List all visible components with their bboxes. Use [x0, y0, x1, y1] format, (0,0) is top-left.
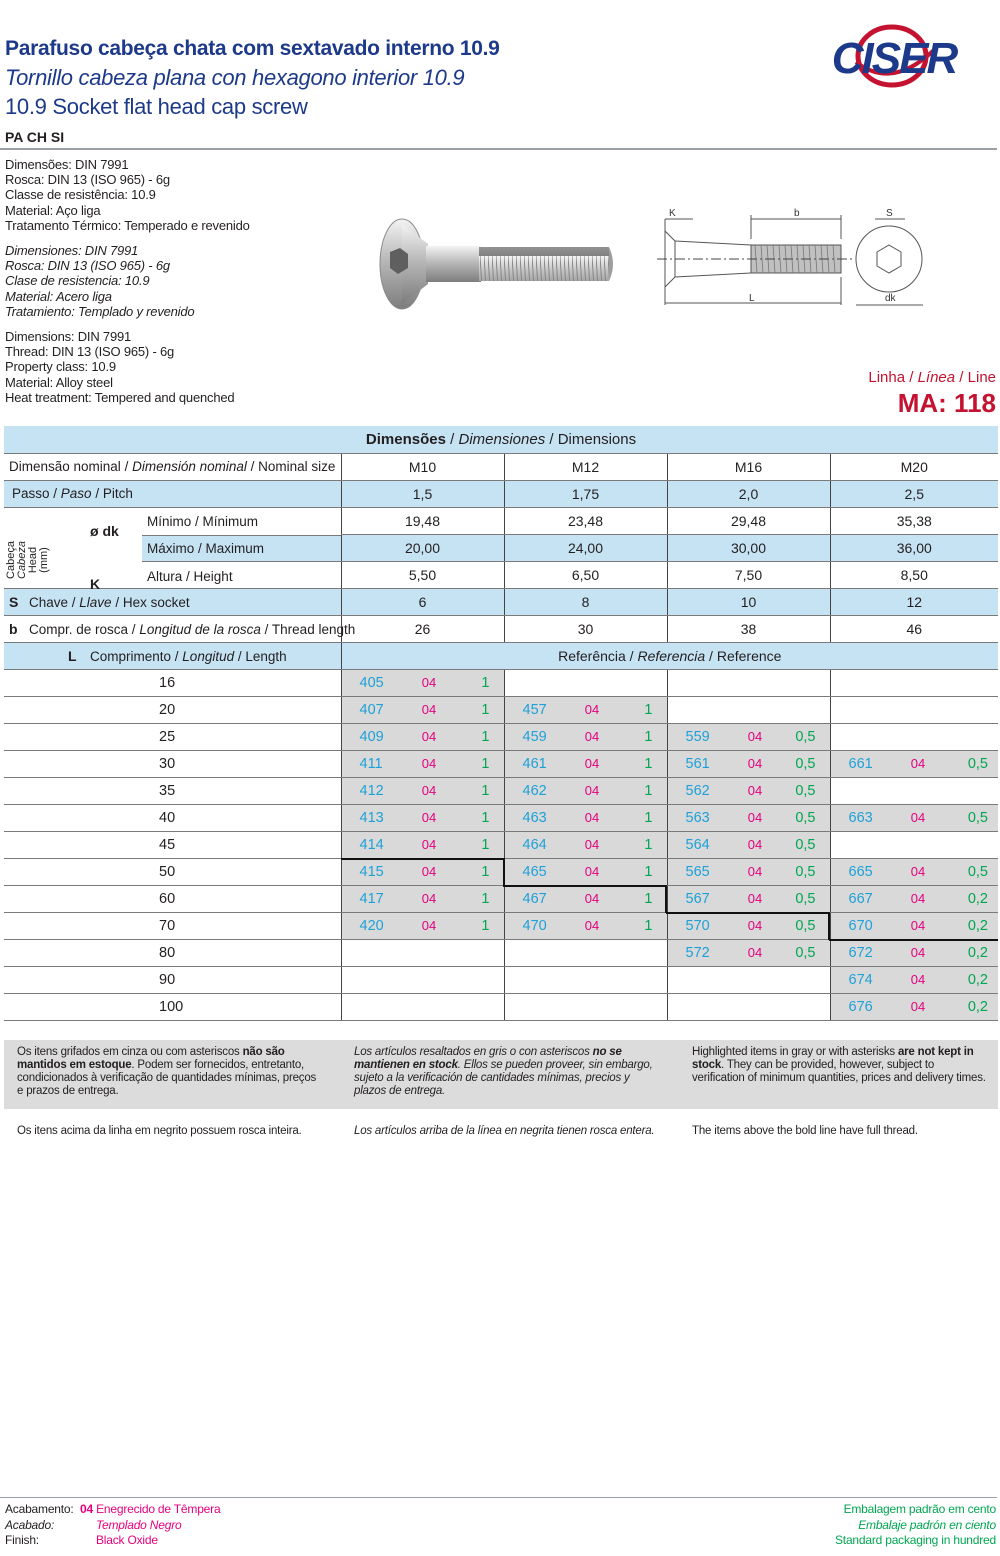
reference-code[interactable]: 411: [341, 750, 401, 777]
finish-code: [890, 696, 946, 723]
title-en: 10.9 Socket flat head cap screw: [5, 94, 308, 119]
finish-code: [564, 669, 620, 696]
finish-code[interactable]: 04: [727, 912, 783, 939]
finish-code[interactable]: 04: [401, 804, 457, 831]
table-row: [4, 669, 998, 696]
full-thread-line-m12: [503, 885, 666, 887]
thread-note-en: The items above the bold line have full thread.: [692, 1125, 918, 1137]
finish-code: [401, 939, 457, 966]
finish-code: [890, 723, 946, 750]
package-qty[interactable]: 1: [457, 669, 504, 696]
stock-note-es: Los artículos resaltados en gris o con asteriscos no se mantienen en stock. Ellos se pueden proveer, sin embargo, sujeto a la verificación de cantidades mínimas, precios y plazos de entrega.: [354, 1046, 653, 1097]
spec-line: Heat treatment: Tempered and quenched: [5, 389, 235, 405]
package-qty[interactable]: 0,5: [946, 750, 998, 777]
k-symbol: K: [90, 575, 101, 592]
package-qty[interactable]: 1: [620, 858, 667, 885]
finish-code: [727, 669, 783, 696]
dimensions-table: [4, 426, 998, 1021]
b-value: 38: [667, 615, 830, 642]
finish-code[interactable]: 04: [401, 750, 457, 777]
package-qty: [620, 939, 667, 966]
package-qty[interactable]: 1: [620, 804, 667, 831]
package-qty: [783, 669, 830, 696]
dk-symbol: ø dk: [90, 522, 119, 539]
nominal-size-label: Dimensão nominal / Dimensión nominal / Nominal size: [4, 453, 341, 480]
package-qty[interactable]: 0,5: [783, 777, 830, 804]
s-value: 8: [504, 588, 667, 615]
length-value: 70: [4, 912, 341, 939]
package-qty[interactable]: 0,5: [783, 723, 830, 750]
package-qty[interactable]: 1: [457, 885, 504, 912]
reference-code: [830, 777, 890, 804]
package-qty[interactable]: 0,2: [946, 885, 998, 912]
length-value: 100: [4, 993, 341, 1020]
finish-code: [727, 993, 783, 1020]
package-qty: [620, 669, 667, 696]
spec-line: Tratamiento: Templado y revenido: [5, 303, 195, 319]
package-qty: [946, 777, 998, 804]
reference-code[interactable]: 457: [504, 696, 564, 723]
s-row: [4, 588, 998, 615]
reference-code[interactable]: 463: [504, 804, 564, 831]
package-qty: [946, 696, 998, 723]
reference-code: [341, 966, 401, 993]
finish-code[interactable]: 04: [401, 858, 457, 885]
reference-code[interactable]: 405: [341, 669, 401, 696]
finish-code[interactable]: 04: [564, 777, 620, 804]
finish-code[interactable]: 04: [564, 858, 620, 885]
size-m20: M20: [830, 453, 998, 480]
finish-code: [727, 966, 783, 993]
technical-drawing: [655, 207, 935, 313]
package-qty[interactable]: 0,5: [783, 885, 830, 912]
package-qty[interactable]: 0,5: [783, 804, 830, 831]
ciser-logo: [788, 22, 1000, 90]
b-row: [4, 615, 998, 642]
reference-code: [504, 669, 564, 696]
size-m16: M16: [667, 453, 830, 480]
table-row: [4, 804, 998, 831]
b-value: 30: [504, 615, 667, 642]
spec-line: Clase de resistencia: 10.9: [5, 273, 150, 289]
finish-code[interactable]: 04: [890, 993, 946, 1020]
finish-code[interactable]: 04: [564, 912, 620, 939]
nominal-size-row: [4, 453, 998, 480]
dk-min-value: 19,48: [341, 507, 504, 534]
pitch-value: 2,5: [830, 480, 998, 507]
packaging-info: Embalagem padrão em cento Embalaje padrón en ciento Standard packaging in hundred: [835, 1502, 996, 1547]
specs-pt: [5, 157, 250, 233]
reference-code[interactable]: 470: [504, 912, 564, 939]
pitch-row: [4, 480, 998, 507]
reference-code[interactable]: 464: [504, 831, 564, 858]
package-qty[interactable]: 1: [620, 723, 667, 750]
finish-code[interactable]: 04: [401, 885, 457, 912]
reference-code: [830, 696, 890, 723]
package-qty: [457, 966, 504, 993]
reference-code[interactable]: 565: [667, 858, 727, 885]
reference-code[interactable]: 567: [667, 885, 727, 912]
k-dim-label: K: [669, 208, 676, 219]
finish-code[interactable]: 04: [890, 912, 946, 939]
finish-code: [890, 669, 946, 696]
reference-code: [504, 993, 564, 1020]
reference-label: Referência / Referencia / Reference: [341, 642, 998, 669]
length-value: 60: [4, 885, 341, 912]
finish-code[interactable]: 04: [727, 885, 783, 912]
thread-note-pt: Os itens acima da linha em negrito possuem rosca inteira.: [17, 1125, 302, 1137]
reference-code[interactable]: 413: [341, 804, 401, 831]
package-qty[interactable]: 1: [620, 696, 667, 723]
dk-max-value: 30,00: [667, 534, 830, 561]
finish-code[interactable]: 04: [727, 777, 783, 804]
package-qty: [946, 669, 998, 696]
finish-code[interactable]: 04: [401, 696, 457, 723]
table-row: [4, 966, 998, 993]
reference-code[interactable]: 676: [830, 993, 890, 1020]
package-qty: [946, 831, 998, 858]
package-qty[interactable]: 1: [457, 858, 504, 885]
length-value: 90: [4, 966, 341, 993]
dk-min-value: 35,38: [830, 507, 998, 534]
finish-code[interactable]: 04: [564, 885, 620, 912]
spec-line: Property class: 10.9: [5, 359, 116, 375]
package-qty: [783, 993, 830, 1020]
s-dim-label: S: [886, 208, 893, 219]
finish-code[interactable]: 04: [727, 939, 783, 966]
reference-code[interactable]: 465: [504, 858, 564, 885]
package-qty[interactable]: 0,5: [783, 858, 830, 885]
finish-code[interactable]: 04: [890, 750, 946, 777]
reference-code[interactable]: 414: [341, 831, 401, 858]
title-pt: Parafuso cabeça chata com sextavado interno 10.9: [5, 37, 500, 60]
package-qty[interactable]: 1: [457, 696, 504, 723]
finish-code: [890, 831, 946, 858]
reference-code: [667, 966, 727, 993]
b-label: b Compr. de rosca / Longitud de la rosca / Thread length: [4, 615, 341, 642]
line-value: MA: 118: [897, 388, 996, 418]
table-row: [4, 912, 998, 939]
reference-code[interactable]: 665: [830, 858, 890, 885]
length-label: L Comprimento / Longitud / Length: [4, 642, 341, 669]
pitch-value: 2,0: [667, 480, 830, 507]
table-row: [4, 723, 998, 750]
finish-code: [890, 777, 946, 804]
table-row: [4, 696, 998, 723]
header-divider: [0, 148, 997, 150]
spec-line: Classe de resistência: 10.9: [5, 187, 156, 203]
reference-code: [341, 993, 401, 1020]
dk-max-value: 24,00: [504, 534, 667, 561]
reference-code[interactable]: 559: [667, 723, 727, 750]
reference-code[interactable]: 564: [667, 831, 727, 858]
pitch-label: Passo / Paso / Pitch: [4, 480, 341, 507]
spec-line: Material: Acero liga: [5, 288, 112, 304]
finish-code: [564, 993, 620, 1020]
dk-dim-label: dk: [885, 293, 896, 304]
full-thread-step: [828, 912, 830, 940]
spec-line: Material: Alloy steel: [5, 374, 113, 390]
title-es: Tornillo cabeza plana con hexagono interior 10.9: [5, 65, 465, 90]
reference-code[interactable]: 570: [667, 912, 727, 939]
finish-code[interactable]: 04: [890, 966, 946, 993]
reference-code: [667, 696, 727, 723]
table-title-row: [4, 426, 998, 453]
specs-es: [5, 243, 194, 319]
s-label: S Chave / Llave / Hex socket: [4, 588, 341, 615]
finish-code[interactable]: 04: [401, 912, 457, 939]
reference-code[interactable]: 462: [504, 777, 564, 804]
reference-code: [341, 939, 401, 966]
k-value: 5,50: [341, 561, 504, 588]
package-qty[interactable]: 1: [457, 912, 504, 939]
reference-code[interactable]: 670: [830, 912, 890, 939]
reference-code[interactable]: 667: [830, 885, 890, 912]
package-qty[interactable]: 0,2: [946, 966, 998, 993]
package-qty[interactable]: 0,5: [783, 939, 830, 966]
length-header-row: [4, 642, 998, 669]
finish-code: [727, 696, 783, 723]
finish-code[interactable]: 04: [401, 831, 457, 858]
package-qty: [946, 723, 998, 750]
reference-code[interactable]: 661: [830, 750, 890, 777]
b-value: 26: [341, 615, 504, 642]
stock-note-en: Highlighted items in gray or with asterisks are not kept in stock. They can be provided, however, subject to verification of minimum quantities, prices and delivery times.: [692, 1046, 986, 1084]
k-value: 7,50: [667, 561, 830, 588]
reference-code[interactable]: 674: [830, 966, 890, 993]
spec-line: Dimensiones: DIN 7991: [5, 243, 139, 258]
dk-max-value: 20,00: [341, 534, 504, 561]
package-qty[interactable]: 0,2: [946, 993, 998, 1020]
finish-code: [401, 966, 457, 993]
full-thread-line-m20: [829, 939, 998, 941]
reference-code[interactable]: 561: [667, 750, 727, 777]
package-qty[interactable]: 1: [620, 885, 667, 912]
finish-labels: Acabamento: Acabado: Finish:: [5, 1502, 74, 1547]
footer-divider: [0, 1497, 997, 1498]
reference-code: [667, 669, 727, 696]
spec-line: Dimensions: DIN 7991: [5, 329, 132, 344]
spec-line: Tratamento Térmico: Temperado e revenido: [5, 217, 250, 233]
logo-text: CISER: [831, 34, 957, 83]
finish-code[interactable]: 04: [727, 858, 783, 885]
finish-code[interactable]: 04: [890, 804, 946, 831]
reference-code: [667, 993, 727, 1020]
full-thread-line-m10: [341, 858, 504, 860]
spec-line: Rosca: DIN 13 (ISO 965) - 6g: [5, 258, 170, 274]
reference-code[interactable]: 420: [341, 912, 401, 939]
length-value: 80: [4, 939, 341, 966]
package-qty[interactable]: 1: [620, 831, 667, 858]
spec-line: Thread: DIN 13 (ISO 965) - 6g: [5, 344, 175, 360]
finish-code[interactable]: 04: [401, 777, 457, 804]
finish-code[interactable]: 04: [564, 696, 620, 723]
pitch-value: 1,5: [341, 480, 504, 507]
s-value: 12: [830, 588, 998, 615]
table-row: [4, 831, 998, 858]
table-row: [4, 750, 998, 777]
package-qty[interactable]: 1: [457, 804, 504, 831]
reference-code: [504, 966, 564, 993]
reference-code[interactable]: 461: [504, 750, 564, 777]
reference-code[interactable]: 412: [341, 777, 401, 804]
length-value: 30: [4, 750, 341, 777]
package-qty: [457, 939, 504, 966]
s-value: 10: [667, 588, 830, 615]
spec-line: Material: Aço liga: [5, 202, 101, 218]
length-value: 35: [4, 777, 341, 804]
pitch-value: 1,75: [504, 480, 667, 507]
reference-rows: [4, 669, 998, 1020]
package-qty: [457, 993, 504, 1020]
reference-code[interactable]: 672: [830, 939, 890, 966]
screw-photo: [368, 216, 618, 312]
k-value: 6,50: [504, 561, 667, 588]
reference-code[interactable]: 563: [667, 804, 727, 831]
finish-code[interactable]: 04: [890, 858, 946, 885]
s-value: 6: [341, 588, 504, 615]
spec-line: Rosca: DIN 13 (ISO 965) - 6g: [5, 172, 170, 188]
package-qty[interactable]: 0,5: [783, 750, 830, 777]
table-row: [4, 777, 998, 804]
package-qty[interactable]: 1: [457, 750, 504, 777]
finish-code[interactable]: 04: [727, 804, 783, 831]
stock-note-pt: Os itens grifados em cinza ou com asteriscos não são mantidos em estoque. Podem ser fornecidos, entretanto, condicionados à verificação de quantidades mínimas, preços e prazos de entrega.: [17, 1046, 317, 1097]
reference-code[interactable]: 663: [830, 804, 890, 831]
spec-line: Dimensões: DIN 7991: [5, 157, 129, 172]
finish-code[interactable]: 04: [401, 669, 457, 696]
package-qty[interactable]: 1: [457, 723, 504, 750]
reference-code: [830, 831, 890, 858]
thread-note-es: Los artículos arriba de la línea en negrita tienen rosca entera.: [354, 1125, 655, 1137]
package-qty[interactable]: 0,5: [783, 912, 830, 939]
finish-code: [401, 993, 457, 1020]
finish-code[interactable]: 04: [890, 939, 946, 966]
reference-code[interactable]: 407: [341, 696, 401, 723]
finish-code[interactable]: 04: [564, 804, 620, 831]
reference-code[interactable]: 417: [341, 885, 401, 912]
finish-code[interactable]: 04: [401, 723, 457, 750]
full-thread-step: [503, 858, 505, 886]
dk-min-row: [4, 507, 998, 534]
length-value: 40: [4, 804, 341, 831]
package-qty: [620, 993, 667, 1020]
reference-code: [504, 939, 564, 966]
table-title: Dimensões / Dimensiones / Dimensions: [4, 426, 998, 453]
product-code: PA CH SI: [5, 129, 65, 145]
finish-code: [564, 939, 620, 966]
finish-code[interactable]: 04: [890, 885, 946, 912]
table-row: [4, 858, 998, 885]
reference-code: [830, 723, 890, 750]
package-qty[interactable]: 1: [620, 750, 667, 777]
finish-code[interactable]: 04: [727, 831, 783, 858]
b-dim-label: b: [794, 208, 800, 219]
package-qty[interactable]: 0,5: [783, 831, 830, 858]
length-value: 50: [4, 858, 341, 885]
reference-code[interactable]: 467: [504, 885, 564, 912]
dk-min-value: 29,48: [667, 507, 830, 534]
package-qty: [783, 966, 830, 993]
finish-code[interactable]: 04: [727, 750, 783, 777]
k-value: 8,50: [830, 561, 998, 588]
b-value: 46: [830, 615, 998, 642]
min-label: Mínimo / Mínimum: [147, 513, 259, 529]
length-value: 45: [4, 831, 341, 858]
finish-code[interactable]: 04: [564, 723, 620, 750]
length-value: 16: [4, 669, 341, 696]
dk-min-value: 23,48: [504, 507, 667, 534]
reference-code: [830, 669, 890, 696]
full-thread-step: [665, 885, 667, 913]
package-qty[interactable]: 1: [457, 777, 504, 804]
reference-code[interactable]: 415: [341, 858, 401, 885]
finish-code[interactable]: 04: [564, 750, 620, 777]
reference-code[interactable]: 459: [504, 723, 564, 750]
reference-code[interactable]: 409: [341, 723, 401, 750]
reference-code[interactable]: 562: [667, 777, 727, 804]
line-label: Linha / Línea / Line: [868, 369, 996, 386]
package-qty[interactable]: 0,5: [946, 804, 998, 831]
package-qty[interactable]: 0,5: [946, 858, 998, 885]
finish-values: 04 Enegrecido de Têmpera Templado Negro Black Oxide: [80, 1502, 221, 1547]
head-dims-label: [4, 507, 341, 592]
l-dim-label: L: [749, 293, 755, 304]
length-value: 20: [4, 696, 341, 723]
full-thread-line-m16: [666, 912, 830, 914]
package-qty: [783, 696, 830, 723]
size-m12: M12: [504, 453, 667, 480]
package-qty[interactable]: 1: [620, 912, 667, 939]
finish-code: [564, 966, 620, 993]
dk-max-value: 36,00: [830, 534, 998, 561]
package-qty: [620, 966, 667, 993]
table-row: [4, 939, 998, 966]
finish-code[interactable]: 04: [727, 723, 783, 750]
package-qty[interactable]: 1: [457, 831, 504, 858]
height-label: Altura / Height: [147, 568, 233, 584]
max-label: Máximo / Maximum: [142, 535, 341, 562]
specs-en: [5, 329, 234, 405]
table-row: [4, 885, 998, 912]
length-value: 25: [4, 723, 341, 750]
reference-code[interactable]: 572: [667, 939, 727, 966]
package-qty[interactable]: 0,2: [946, 939, 998, 966]
package-qty[interactable]: 0,2: [946, 912, 998, 939]
package-qty[interactable]: 1: [620, 777, 667, 804]
size-m10: M10: [341, 453, 504, 480]
finish-code[interactable]: 04: [564, 831, 620, 858]
head-vertical-label: Cabeça Cabeza Head (mm): [5, 540, 50, 579]
table-row: [4, 993, 998, 1020]
